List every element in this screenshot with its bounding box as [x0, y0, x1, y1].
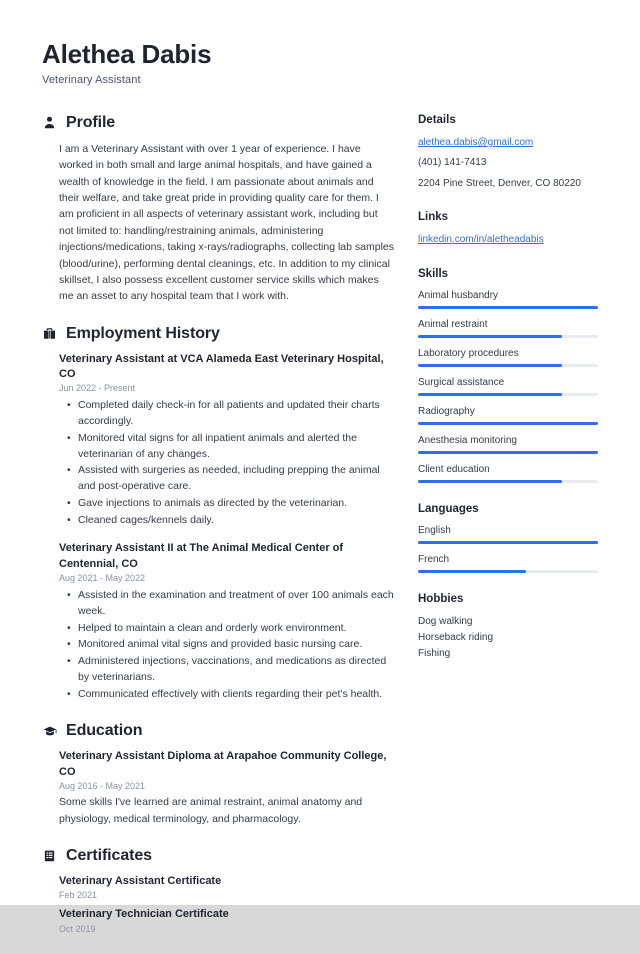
hobby-item: Fishing — [418, 648, 451, 660]
skill-item — [418, 318, 598, 338]
skill-label: Laboratory procedures — [418, 347, 519, 359]
list-item: • Assisted with surgeries as needed, including prepping the animal and post-operative care. — [78, 463, 394, 495]
sidebar-title-languages: Languages — [418, 502, 479, 515]
skill-meter-fill — [418, 451, 598, 454]
skill-meter-fill — [418, 480, 562, 483]
list-item: • Communicated effectively with clients regarding their pet's health. — [78, 687, 394, 703]
hobby-item: Dog walking — [418, 615, 473, 627]
list-item: • Administered injections, vaccinations, and medications as directed by veterinarians. — [78, 654, 394, 686]
sidebar-title-skills: Skills — [418, 267, 449, 280]
list-item: • Gave injections to animals as directed by the veterinarian. — [78, 496, 394, 512]
employment-entry-bullets — [59, 588, 394, 702]
education-entry-title: Veterinary Assistant Diploma at Arapahoe Community College, CO — [59, 750, 387, 778]
skill-item — [418, 463, 598, 483]
section-profile — [42, 114, 394, 305]
phone-text: (401) 141-7413 — [418, 157, 487, 169]
sidebar-section-hobbies — [418, 593, 598, 663]
section-header-profile — [42, 114, 394, 132]
section-body-profile — [42, 141, 394, 305]
resume-columns — [42, 114, 598, 954]
sidebar-title-details: Details — [418, 113, 456, 126]
certificate-date: Feb 2021 — [59, 890, 98, 901]
language-item — [418, 553, 598, 573]
section-header-certificates — [42, 847, 394, 865]
skill-meter-fill — [418, 364, 562, 367]
certificate-entry — [59, 874, 394, 900]
main-column — [42, 114, 408, 954]
skill-meter-track — [418, 306, 598, 309]
list-item: • Helped to maintain a clean and orderly work environment. — [78, 621, 394, 637]
skill-item — [418, 376, 598, 396]
section-title-employment: Employment History — [66, 324, 220, 342]
certificate-title: Veterinary Technician Certificate — [59, 908, 229, 921]
section-body-employment — [42, 352, 394, 703]
skill-label: Animal restraint — [418, 318, 488, 330]
resume-header — [42, 40, 598, 86]
language-item — [418, 524, 598, 544]
language-meter-track — [418, 570, 598, 573]
hobby-item: Horseback riding — [418, 632, 494, 644]
section-certificates — [42, 847, 394, 934]
skill-meter-fill — [418, 335, 562, 338]
skill-item — [418, 434, 598, 454]
section-title-profile: Profile — [66, 113, 116, 131]
section-body-education — [42, 749, 394, 827]
skill-label: Anesthesia monitoring — [418, 434, 517, 446]
person-icon — [42, 115, 57, 130]
skill-meter-track — [418, 480, 598, 483]
full-name: Alethea Dabis — [42, 39, 212, 69]
skill-meter-track — [418, 451, 598, 454]
skill-item — [418, 405, 598, 425]
section-header-education — [42, 722, 394, 740]
list-item: • Monitored vital signs for all inpatient animals and alerted the veterinarian of any changes. — [78, 431, 394, 463]
section-body-certificates — [42, 874, 394, 934]
employment-entry-bullets — [59, 398, 394, 528]
address-text: 2204 Pine Street, Denver, CO 80220 — [418, 177, 581, 189]
employment-entry — [59, 352, 394, 529]
clipboard-icon — [42, 848, 57, 863]
sidebar-section-links — [418, 211, 598, 248]
section-education — [42, 722, 394, 827]
sidebar-title-links: Links — [418, 211, 449, 224]
list-item: • Cleaned cages/kennels daily. — [78, 513, 394, 529]
skill-meter-track — [418, 335, 598, 338]
list-item: • Assisted in the examination and treatment of over 100 animals each week. — [78, 588, 394, 620]
profile-text: I am a Veterinary Assistant with over 1 year of experience. I have worked in both small and large animal hospitals, and have gained a wealth of knowledge in the field. I am passionate about animals and their welfare, and take great pride in providing quality care for them. I am proficient in all aspects of veterinary assistant work, including but not limited to: handling/restraining animals, administering injections/medications, taking x-rays/radiographs, collecting lab samples (blood/urine), performing dental cleanings, etc. In addition to my clinical skillset, I also possess excellent customer service skills which makes me an asset to any hospital team that I work with. — [59, 142, 394, 303]
language-label: English — [418, 524, 451, 536]
language-label: French — [418, 553, 450, 565]
skill-item — [418, 347, 598, 367]
skill-label: Client education — [418, 463, 490, 475]
graduation-cap-icon — [42, 724, 57, 739]
sidebar-section-languages — [418, 503, 598, 573]
language-meter-track — [418, 541, 598, 544]
education-entry — [59, 749, 394, 827]
briefcase-icon — [42, 326, 57, 341]
section-title-certificates: Certificates — [66, 846, 152, 864]
sidebar-section-details — [418, 114, 598, 192]
certificate-title: Veterinary Assistant Certificate — [59, 874, 222, 887]
email-link[interactable]: alethea.dabis@gmail.com — [418, 136, 534, 148]
skill-meter-track — [418, 422, 598, 425]
employment-entry-title: Veterinary Assistant at VCA Alameda East Veterinary Hospital, CO — [59, 352, 384, 381]
language-meter-fill — [418, 570, 526, 573]
employment-entry-date: Jun 2022 - Present — [59, 383, 136, 394]
list-item: • Completed daily check-in for all patients and updated their charts accordingly. — [78, 398, 394, 430]
skill-label: Surgical assistance — [418, 376, 505, 388]
skill-label: Radiography — [418, 405, 475, 417]
employment-entry — [59, 541, 394, 702]
section-header-employment — [42, 325, 394, 343]
skill-meter-fill — [418, 422, 598, 425]
education-entry-description: Some skills I've learned are animal restraint, animal anatomy and physiology, medical terminology, and pharmacology. — [59, 796, 363, 825]
linkedin-link[interactable]: linkedin.com/in/aletheadabis — [418, 234, 544, 246]
education-entry-date: Aug 2016 - May 2021 — [59, 781, 146, 792]
section-employment — [42, 325, 394, 703]
employment-entry-date: Aug 2021 - May 2022 — [59, 573, 146, 584]
job-title: Veterinary Assistant — [42, 73, 141, 86]
skill-meter-fill — [418, 393, 562, 396]
skill-item — [418, 289, 598, 309]
skill-label: Animal husbandry — [418, 289, 499, 301]
sidebar-column — [408, 114, 598, 683]
certificate-date: Oct 2019 — [59, 923, 96, 934]
employment-entry-title: Veterinary Assistant II at The Animal Medical Center of Centennial, CO — [59, 542, 344, 570]
language-meter-fill — [418, 541, 598, 544]
list-item: • Monitored animal vital signs and provided basic nursing care. — [78, 637, 394, 653]
skill-meter-track — [418, 393, 598, 396]
section-title-education: Education — [66, 722, 143, 740]
certificate-entry — [59, 907, 394, 933]
skill-meter-fill — [418, 306, 598, 309]
skill-meter-track — [418, 364, 598, 367]
sidebar-section-skills — [418, 268, 598, 483]
sidebar-title-hobbies: Hobbies — [418, 592, 464, 605]
